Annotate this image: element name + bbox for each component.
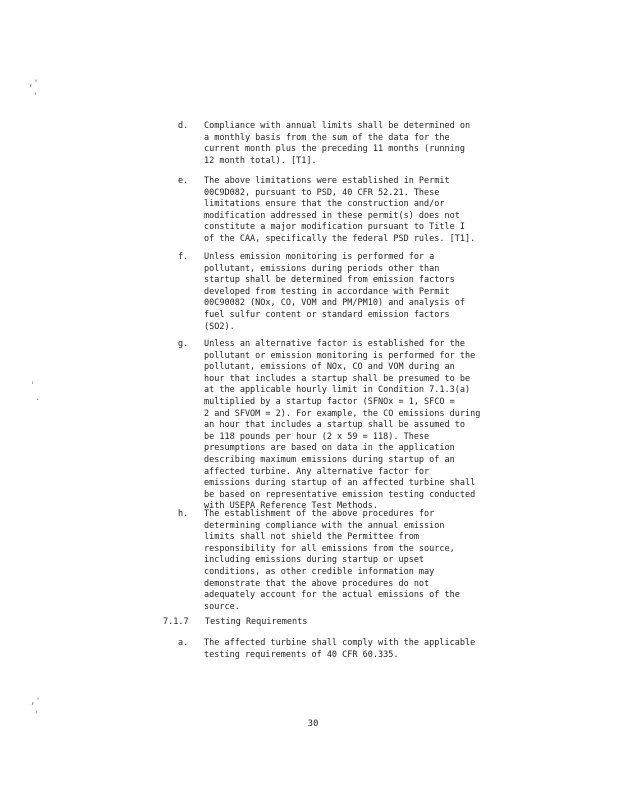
item-label: e. bbox=[178, 176, 189, 186]
scan-speck: ,' bbox=[30, 697, 41, 707]
item-line: source. bbox=[204, 601, 240, 612]
section-title: Testing Requirements bbox=[205, 617, 308, 627]
item-line: with USEPA Reference Test Methods. bbox=[204, 501, 378, 512]
item-line: at the applicable hourly limit in Condition 7.1.3(a) bbox=[204, 385, 471, 396]
page-number: 30 bbox=[307, 719, 319, 729]
item-line: 00C9D082, pursuant to PSD, 40 CFR 52.21. These bbox=[204, 187, 440, 198]
item-line: startup shall be determined from emission factors bbox=[204, 275, 455, 286]
condition-item-d bbox=[178, 121, 544, 167]
item-line: of the CAA, specifically the federal PSD rules. [T1]. bbox=[204, 233, 476, 244]
item-line: a monthly basis from the sum of the data for the bbox=[204, 132, 450, 143]
condition-item-f bbox=[178, 252, 544, 333]
item-line: testing requirements of 40 CFR 60.335. bbox=[204, 649, 399, 660]
item-line: conditions, as other credible information may bbox=[204, 566, 435, 577]
item-line: Unless an alternative factor is established for the bbox=[204, 339, 465, 349]
testing-item-a bbox=[178, 638, 544, 661]
item-line: pollutant, emissions during periods other than bbox=[204, 263, 440, 274]
item-line: pollutant, emissions of NOx, CO and VOM during an bbox=[204, 362, 455, 373]
item-line: The above limitations were established in Permit bbox=[204, 176, 450, 186]
item-line: be based on representative emission testing conducted bbox=[204, 489, 476, 500]
item-line: modification addressed in these permit(s) does not bbox=[204, 210, 460, 221]
item-line: constitute a major modification pursuant to Title I bbox=[204, 222, 465, 233]
scan-speck: ,' bbox=[28, 79, 39, 89]
section-number: 7.1.7 bbox=[163, 617, 189, 627]
item-line: developed from testing in accordance with Permit bbox=[204, 286, 450, 297]
item-line: Unless emission monitoring is performed for a bbox=[204, 252, 435, 262]
scan-speck: ' bbox=[33, 92, 39, 102]
item-line: 00C90082 (NOx, CO, VOM and PM/PM10) and analysis of bbox=[204, 298, 465, 309]
section-heading bbox=[163, 617, 307, 629]
item-line: The affected turbine shall comply with the applicable bbox=[204, 638, 476, 648]
scan-speck: ' bbox=[30, 381, 36, 391]
item-label: d. bbox=[178, 121, 189, 131]
item-line: current month plus the preceding 11 months (running bbox=[204, 144, 465, 155]
item-line: pollutant or emission monitoring is performed for the bbox=[204, 350, 476, 361]
condition-item-g bbox=[178, 339, 544, 513]
condition-item-h bbox=[178, 509, 544, 613]
item-line: fuel sulfur content or standard emission factors bbox=[204, 309, 450, 320]
item-line: responsibility for all emissions from the source, bbox=[204, 543, 455, 554]
item-line: emissions during startup of an affected turbine shall bbox=[204, 478, 476, 489]
item-line: The establishment of the above procedures for bbox=[204, 509, 435, 519]
item-line: adequately account for the actual emissions of the bbox=[204, 590, 460, 601]
item-line: be 118 pounds per hour (2 x 59 = 118). These bbox=[204, 431, 430, 442]
scan-speck: . bbox=[35, 393, 41, 403]
item-line: demonstrate that the above procedures do not bbox=[204, 578, 430, 589]
item-line: affected turbine. Any alternative factor for bbox=[204, 466, 430, 477]
item-line: limits shall not shield the Permittee from bbox=[204, 532, 419, 543]
item-line: (SO2). bbox=[204, 321, 235, 332]
item-line: including emissions during startup or upset bbox=[204, 555, 425, 566]
item-label: g. bbox=[178, 339, 189, 349]
item-line: an hour that includes a startup shall be assumed to bbox=[204, 420, 465, 431]
item-line: Compliance with annual limits shall be determined on bbox=[204, 121, 471, 131]
item-label: f. bbox=[178, 252, 189, 262]
item-line: describing maximum emissions during startup of an bbox=[204, 454, 455, 465]
item-line: multiplied by a startup factor (SFNOx = 1, SFCO = bbox=[204, 396, 455, 407]
item-label: a. bbox=[178, 638, 189, 648]
item-line: determining compliance with the annual emission bbox=[204, 520, 445, 531]
item-line: limitations ensure that the construction and/or bbox=[204, 199, 445, 210]
condition-item-e bbox=[178, 176, 544, 246]
item-label: h. bbox=[178, 509, 189, 519]
scan-speck: ' bbox=[34, 710, 40, 720]
item-line: hour that includes a startup shall be presumed to be bbox=[204, 373, 471, 384]
item-line: 12 month total). [T1]. bbox=[204, 155, 317, 166]
item-line: 2 and SFVOM = 2). For example, the CO emissions during bbox=[204, 408, 481, 419]
item-line: presumptions are based on data in the application bbox=[204, 443, 455, 454]
